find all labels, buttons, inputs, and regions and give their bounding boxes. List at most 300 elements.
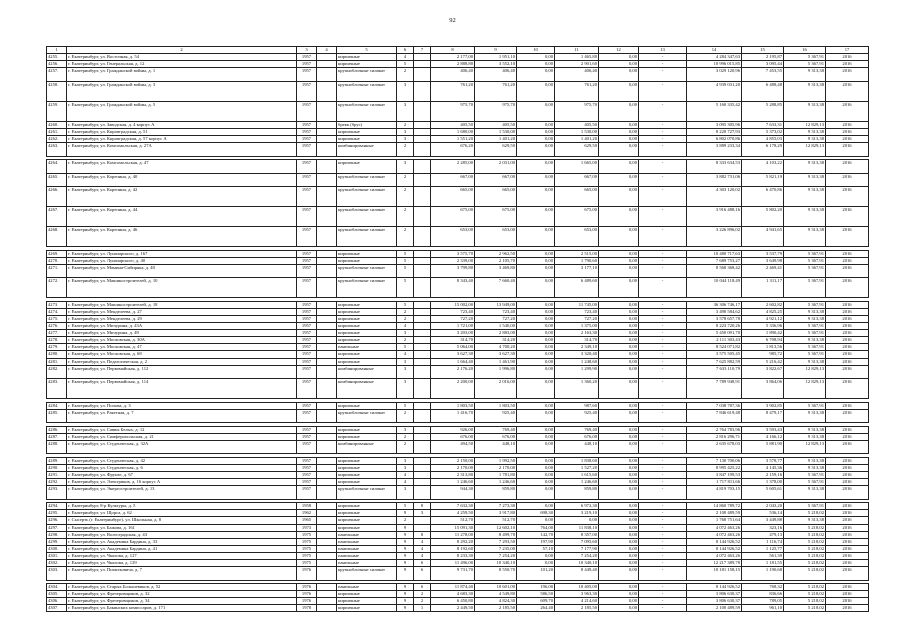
cell-planned-year: 2016 [826,135,869,142]
cell-municipal-area: 0,00 [599,503,639,510]
cell-planned-year: 2016 [826,101,869,121]
cell-municipal-area: 0,00 [599,538,639,545]
cell-entrances [414,351,431,358]
cell-cost-per-sqm: 1 116,74 [742,538,784,545]
cell-year-built: 1957 [297,121,317,128]
cell-municipal-area: 0,00 [599,264,639,278]
table-row [47,365,869,379]
cell-row-number: 4295. [47,510,67,517]
cell-limit-cost-per-sqm: 5 218,02 [784,545,826,552]
cell-nonresidential-area: 197,90 [517,538,555,545]
cell-municipal-area: 0,00 [599,330,639,337]
table-row [47,61,869,68]
cell-year-commissioned [317,227,337,247]
cell-year-built: 1962 [297,510,317,517]
cell-private-area: 675,00 [555,207,599,227]
cell-municipal-area: 0,00 [599,457,639,464]
cell-entrances [414,524,431,531]
cell-residential-area: 2 016,00 [475,379,517,399]
cell-wall-material: кирпичные [337,301,397,308]
cell-municipal-area: 0,00 [599,358,639,365]
cell-other: - [639,517,687,524]
cell-entrances: 4 [414,552,431,559]
cell-limit-cost-per-sqm: 9 313,38 [784,227,826,247]
cell-total-cost: 3 578 657,78 [687,315,742,322]
cell-private-area: 8 449,40 [555,567,599,581]
cell-other: - [639,538,687,545]
cell-floors: 4 [397,479,414,486]
cell-entrances [414,409,431,423]
cell-entrances: 6 [414,584,431,591]
table-row [47,257,869,264]
cell-entrances: 8 [414,503,431,510]
cell-address: г. Екатеринбург, ул. Чкалова, д. 129 [67,559,297,566]
cell-limit-cost-per-sqm: 9 313,38 [784,81,826,101]
cell-address: г. Екатеринбург, ул. Луначарского, д. 167 [67,250,297,257]
cell-entrances [414,517,431,524]
cell-other: - [639,598,687,605]
cell-total-area: 2 339,00 [431,257,475,264]
cell-nonresidential-area: 0,00 [517,207,555,227]
cell-nonresidential-area: 0,00 [517,552,555,559]
cell-cost-per-sqm: 2 602,82 [742,301,784,308]
cell-floors: 9 [397,567,414,581]
cell-year-built: 1957 [297,250,317,257]
column-header: 6 [397,47,414,54]
cell-municipal-area: 0,00 [599,440,639,454]
cell-total-cost: 14 860 789,72 [687,503,742,510]
cell-row-number: 4276. [47,323,67,330]
cell-wall-material: крупноблочные силикат [337,264,397,278]
cell-private-area: 1 248,60 [555,358,599,365]
cell-cost-per-sqm: 1 311,17 [742,278,784,298]
cell-wall-material: панельные [337,538,397,545]
cell-private-area: 3 219,10 [555,510,599,517]
cell-nonresidential-area: 0,00 [517,257,555,264]
cell-wall-material: кирпичные [337,524,397,531]
cell-nonresidential-area: 0,00 [517,54,555,61]
cell-year-built: 1957 [297,160,317,174]
cell-limit-cost-per-sqm: 9 313,38 [784,315,826,322]
cell-private-area: 1 527,20 [555,464,599,471]
cell-total-area: 405,50 [431,121,475,128]
cell-total-area: 727,20 [431,315,475,322]
cell-nonresidential-area: 0,00 [517,173,555,187]
cell-total-cost: 6 802 070,86 [687,135,742,142]
cell-wall-material: кирпичные [337,308,397,315]
cell-nonresidential-area: 0,00 [517,61,555,68]
cell-year-commissioned [317,358,337,365]
cell-total-cost: 4 072 463,26 [687,552,742,559]
cell-residential-area: 769,40 [475,426,517,433]
column-header: 13 [639,47,687,54]
cell-private-area: 975,70 [555,101,599,121]
cell-nonresidential-area: 0,00 [517,68,555,82]
cell-total-area: 1 721,00 [431,323,475,330]
cell-municipal-area: 0,00 [599,227,639,247]
table-row [47,591,869,598]
cell-total-cost: 7 625 882,59 [687,358,742,365]
cell-entrances: 3 [414,510,431,517]
cell-other: - [639,264,687,278]
cell-year-built: 1975 [297,559,317,566]
cell-residential-area: 4 824,30 [475,598,517,605]
cell-entrances [414,250,431,257]
cell-total-area: 2 449,50 [431,605,475,612]
cell-floors: 2 [397,143,414,157]
cell-address: г. Екатеринбург, ул. Мичурина, д. 49 [67,330,297,337]
cell-wall-material: крупноблочные силикат [337,173,397,187]
cell-row-number: 4256. [47,61,67,68]
cell-address: г. Екатеринбург, ул. Комсомольская, д. 47 [67,160,297,174]
cell-other: - [639,101,687,121]
cell-row-number: 4307. [47,605,67,612]
cell-residential-area: 859,80 [475,486,517,500]
cell-private-area: 314,70 [555,337,599,344]
cell-private-area: 7 095,60 [555,538,599,545]
cell-entrances [414,330,431,337]
cell-total-area: 8 192,60 [431,545,475,552]
cell-year-commissioned [317,143,337,157]
cell-other: - [639,61,687,68]
cell-nonresidential-area: 0,00 [517,308,555,315]
cell-cost-per-sqm: 8 479,17 [742,409,784,423]
cell-cost-per-sqm: 3 593,43 [742,426,784,433]
cell-total-area: 944,30 [431,486,475,500]
cell-row-number: 4279. [47,344,67,351]
column-header: 12 [599,47,639,54]
cell-year-commissioned [317,54,337,61]
table-row [47,426,869,433]
table-row [47,101,869,121]
cell-limit-cost-per-sqm: 5 367,91 [784,250,826,257]
cell-address: г. Екатеринбург, ул. Корепина, д. 46 [67,227,297,247]
cell-total-cost: 5 450 091,70 [687,330,742,337]
cell-private-area: 2 515,00 [555,250,599,257]
cell-wall-material: кирпичные [337,160,397,174]
cell-other: - [639,552,687,559]
cell-planned-year: 2016 [826,351,869,358]
cell-nonresidential-area: 0,00 [517,379,555,399]
cell-year-built: 1957 [297,61,317,68]
cell-nonresidential-area: 0,00 [517,330,555,337]
cell-floors: 2 [397,121,414,128]
table-row [47,143,869,157]
cell-municipal-area: 0,00 [599,510,639,517]
cell-cost-per-sqm: 5 605,61 [742,486,784,500]
cell-municipal-area: 0,00 [599,464,639,471]
cell-nonresidential-area: 0,00 [517,402,555,409]
cell-private-area: 727,20 [555,315,599,322]
cell-year-commissioned [317,567,337,581]
cell-planned-year: 2016 [826,538,869,545]
cell-limit-cost-per-sqm: 5 367,91 [784,264,826,278]
table-row [47,135,869,142]
cell-entrances [414,379,431,399]
cell-address: г. Екатеринбург, ул. Гражданской войны, д. 3 [67,81,297,101]
column-header: 16 [784,47,826,54]
cell-residential-area: 667,00 [475,173,517,187]
cell-year-built: 1957 [297,68,317,82]
cell-entrances [414,264,431,278]
cell-row-number: 4296. [47,517,67,524]
cell-limit-cost-per-sqm: 9 313,38 [784,337,826,344]
cell-total-area: 665,00 [431,187,475,207]
cell-year-commissioned [317,591,337,598]
cell-private-area: 3 177,10 [555,264,599,278]
cell-limit-cost-per-sqm: 9 313,38 [784,433,826,440]
cell-other: - [639,584,687,591]
cell-other: - [639,402,687,409]
cell-row-number: 4269. [47,250,67,257]
cell-municipal-area: 0,00 [599,81,639,101]
cell-other: - [639,358,687,365]
cell-year-built: 1957 [297,101,317,121]
cell-total-cost: 8 568 368,42 [687,264,742,278]
cell-municipal-area: 0,00 [599,409,639,423]
cell-year-built: 1957 [297,337,317,344]
column-header: 1 [47,47,67,54]
cell-planned-year: 2016 [826,379,869,399]
cell-residential-area: 1 781,80 [475,472,517,479]
cell-total-area: 723,40 [431,308,475,315]
table-row [47,472,869,479]
cell-address: г. Екатеринбург, ул. Менделеева, д. 27 [67,308,297,315]
cell-year-built: 1957 [297,365,317,379]
cell-cost-per-sqm: 1 181,55 [742,559,784,566]
cell-floors: 5 [397,503,414,510]
cell-private-area: 1 790,60 [555,257,599,264]
cell-year-commissioned [317,457,337,464]
cell-year-commissioned [317,479,337,486]
cell-row-number: 4290. [47,464,67,471]
cell-other: - [639,160,687,174]
cell-address: г. Екатеринбург, ул. Корепина, д. 44 [67,207,297,227]
cell-total-cost: 3 095 305,96 [687,121,742,128]
cell-total-cost: 7 846 619,48 [687,409,742,423]
table-row [47,517,869,524]
cell-cost-per-sqm: 4 941,65 [742,227,784,247]
cell-private-area: 3 963,30 [555,591,599,598]
cell-year-commissioned [317,301,337,308]
cell-row-number: 4270. [47,257,67,264]
cell-floors: 9 [397,510,414,517]
cell-total-cost: 3 882 731,06 [687,173,742,187]
cell-total-cost: 3 029 120,96 [687,68,742,82]
cell-limit-cost-per-sqm: 5 218,02 [784,552,826,559]
cell-planned-year: 2016 [826,264,869,278]
cell-total-cost: 36 306 746,17 [687,301,742,308]
cell-entrances: 2 [414,598,431,605]
cell-nonresidential-area: 0,00 [517,433,555,440]
cell-municipal-area: 0,00 [599,605,639,612]
cell-entrances: 1 [414,605,431,612]
cell-nonresidential-area: 586,50 [517,591,555,598]
cell-residential-area: 7 293,50 [475,538,517,545]
cell-total-cost: 8 333 634,53 [687,160,742,174]
cell-row-number: 4257. [47,68,67,82]
cell-municipal-area: 0,00 [599,567,639,581]
cell-other: - [639,187,687,207]
cell-other: - [639,330,687,337]
cell-private-area: 8 357,00 [555,531,599,538]
cell-year-built: 1958 [297,503,317,510]
cell-limit-cost-per-sqm: 12 829,13 [784,143,826,157]
cell-municipal-area: 0,00 [599,531,639,538]
cell-year-commissioned [317,402,337,409]
cell-address: г. Екатеринбург, ул. Бакинских комиссаров, д. 171 [67,605,297,612]
cell-total-cost: 10 044 118,49 [687,278,742,298]
cell-total-area: 1 416,70 [431,409,475,423]
cell-row-number: 4268. [47,227,67,247]
cell-cost-per-sqm: 1 378,00 [742,479,784,486]
cell-private-area: 987,60 [555,402,599,409]
cell-address: г. Екатеринбург, ул. Пионтковича, д. 7 [67,567,297,581]
cell-wall-material: крупноблочные силикат [337,278,397,298]
cell-address: г. Екатеринбург, ул. Первомайская, д. 114 [67,379,297,399]
cell-residential-area: 975,70 [475,101,517,121]
cell-nonresidential-area: 0,00 [517,440,555,454]
cell-private-area: 2 185,50 [555,605,599,612]
cell-row-number: 4281. [47,358,67,365]
cell-private-area: 7 254,20 [555,552,599,559]
cell-floors: 3 [397,128,414,135]
cell-floors: 2 [397,68,414,82]
table-row [47,510,869,517]
cell-floors: 2 [397,187,414,207]
cell-floors: 9 [397,524,414,531]
cell-nonresidential-area: 609,70 [517,598,555,605]
cell-nonresidential-area: 0,00 [517,351,555,358]
cell-planned-year: 2016 [826,68,869,82]
cell-year-commissioned [317,264,337,278]
cell-floors: 2 [397,173,414,187]
cell-year-commissioned [317,337,337,344]
cell-cost-per-sqm: 2 195,87 [742,54,784,61]
cell-address: г. Екатеринбург, ул. Гражданской войны, д. 1 [67,68,297,82]
cell-planned-year: 2016 [826,308,869,315]
table-row [47,358,869,365]
cell-cost-per-sqm: 3 822,67 [742,365,784,379]
cell-private-area: 665,00 [555,187,599,207]
cell-wall-material: кирпичные [337,135,397,142]
cell-year-commissioned [317,433,337,440]
cell-total-area: 494,50 [431,440,475,454]
cell-total-cost: 4 072 463,26 [687,524,742,531]
cell-wall-material: кирпичные [337,351,397,358]
cell-entrances [414,227,431,247]
cell-residential-area: 1 996,80 [475,365,517,379]
cell-row-number: 4267. [47,207,67,227]
cell-year-commissioned [317,552,337,559]
cell-planned-year: 2016 [826,433,869,440]
cell-floors: 2 [397,409,414,423]
cell-year-built: 1957 [297,227,317,247]
table-row [47,433,869,440]
cell-entrances [414,323,431,330]
cell-residential-area: 7 660,40 [475,278,517,298]
cell-floors: 3 [397,426,414,433]
cell-row-number: 4291. [47,472,67,479]
cell-entrances [414,464,431,471]
cell-total-area: 4 259,50 [431,510,475,517]
cell-entrances [414,121,431,128]
cell-limit-cost-per-sqm: 9 313,38 [784,207,826,227]
cell-limit-cost-per-sqm: 5 218,02 [784,605,826,612]
cell-private-area: 448,10 [555,440,599,454]
table-row [47,605,869,612]
cell-year-commissioned [317,524,337,531]
cell-entrances [414,187,431,207]
cell-address: г. Екатеринбург, ул. Машиностроителей, д. 18 [67,301,297,308]
cell-entrances [414,143,431,157]
cell-nonresidential-area: 0,00 [517,486,555,500]
table-row [47,227,869,247]
cell-cost-per-sqm: 5 802,20 [742,207,784,227]
cell-residential-area: 8 499,70 [475,531,517,538]
cell-total-area: 1 803,50 [431,402,475,409]
cell-cost-per-sqm: 1 190,68 [742,567,784,581]
cell-private-area: 925,40 [555,409,599,423]
cell-cost-per-sqm: 4 855,03 [742,135,784,142]
cell-entrances [414,257,431,264]
cell-row-number: 4287. [47,433,67,440]
cell-floors: 5 [397,61,414,68]
cell-residential-area: 512,70 [475,517,517,524]
cell-wall-material: кирпичные [337,128,397,135]
cell-nonresidential-area: 0,00 [517,278,555,298]
cell-total-area: 3 575,70 [431,250,475,257]
cell-total-area: 1 246,60 [431,479,475,486]
cell-year-built: 1957 [297,457,317,464]
table-row [47,250,869,257]
cell-private-area: 667,00 [555,173,599,187]
cell-total-area: 3 627,30 [431,351,475,358]
table-row [47,173,869,187]
cell-total-area: 11 278,00 [431,531,475,538]
cell-row-number: 4300. [47,545,67,552]
cell-entrances [414,301,431,308]
table-row [47,308,869,315]
cell-year-built: 1975 [297,552,317,559]
cell-municipal-area: 0,00 [599,207,639,227]
cell-limit-cost-per-sqm: 9 313,38 [784,517,826,524]
cell-private-area: 2 901,60 [555,61,599,68]
cell-private-area: 1 401,20 [555,135,599,142]
table-row [47,301,869,308]
cell-planned-year: 2016 [826,344,869,351]
table-row [47,81,869,101]
cell-entrances [414,479,431,486]
cell-year-built: 1957 [297,135,317,142]
cell-address: г. Екатеринбург, ул. Чкалова, д. 127 [67,552,297,559]
cell-address: г. Екатеринбург, ул. Старых Большевиков, д. 52 [67,584,297,591]
cell-total-area: 3 799,80 [431,264,475,278]
cell-floors: 3 [397,379,414,399]
cell-wall-material: кирпичные [337,337,397,344]
cell-nonresidential-area: 0,00 [517,457,555,464]
cell-year-built: 1957 [297,128,317,135]
table-row [47,479,869,486]
cell-wall-material: панельные [337,344,397,351]
cell-wall-material: крупноблочные силикат [337,409,397,423]
table-row [47,187,869,207]
cell-limit-cost-per-sqm: 9 313,38 [784,426,826,433]
cell-municipal-area: 0,00 [599,121,639,128]
cell-year-built: 1976 [297,584,317,591]
cell-entrances: 6 [414,567,431,581]
cell-wall-material: панельные [337,545,397,552]
